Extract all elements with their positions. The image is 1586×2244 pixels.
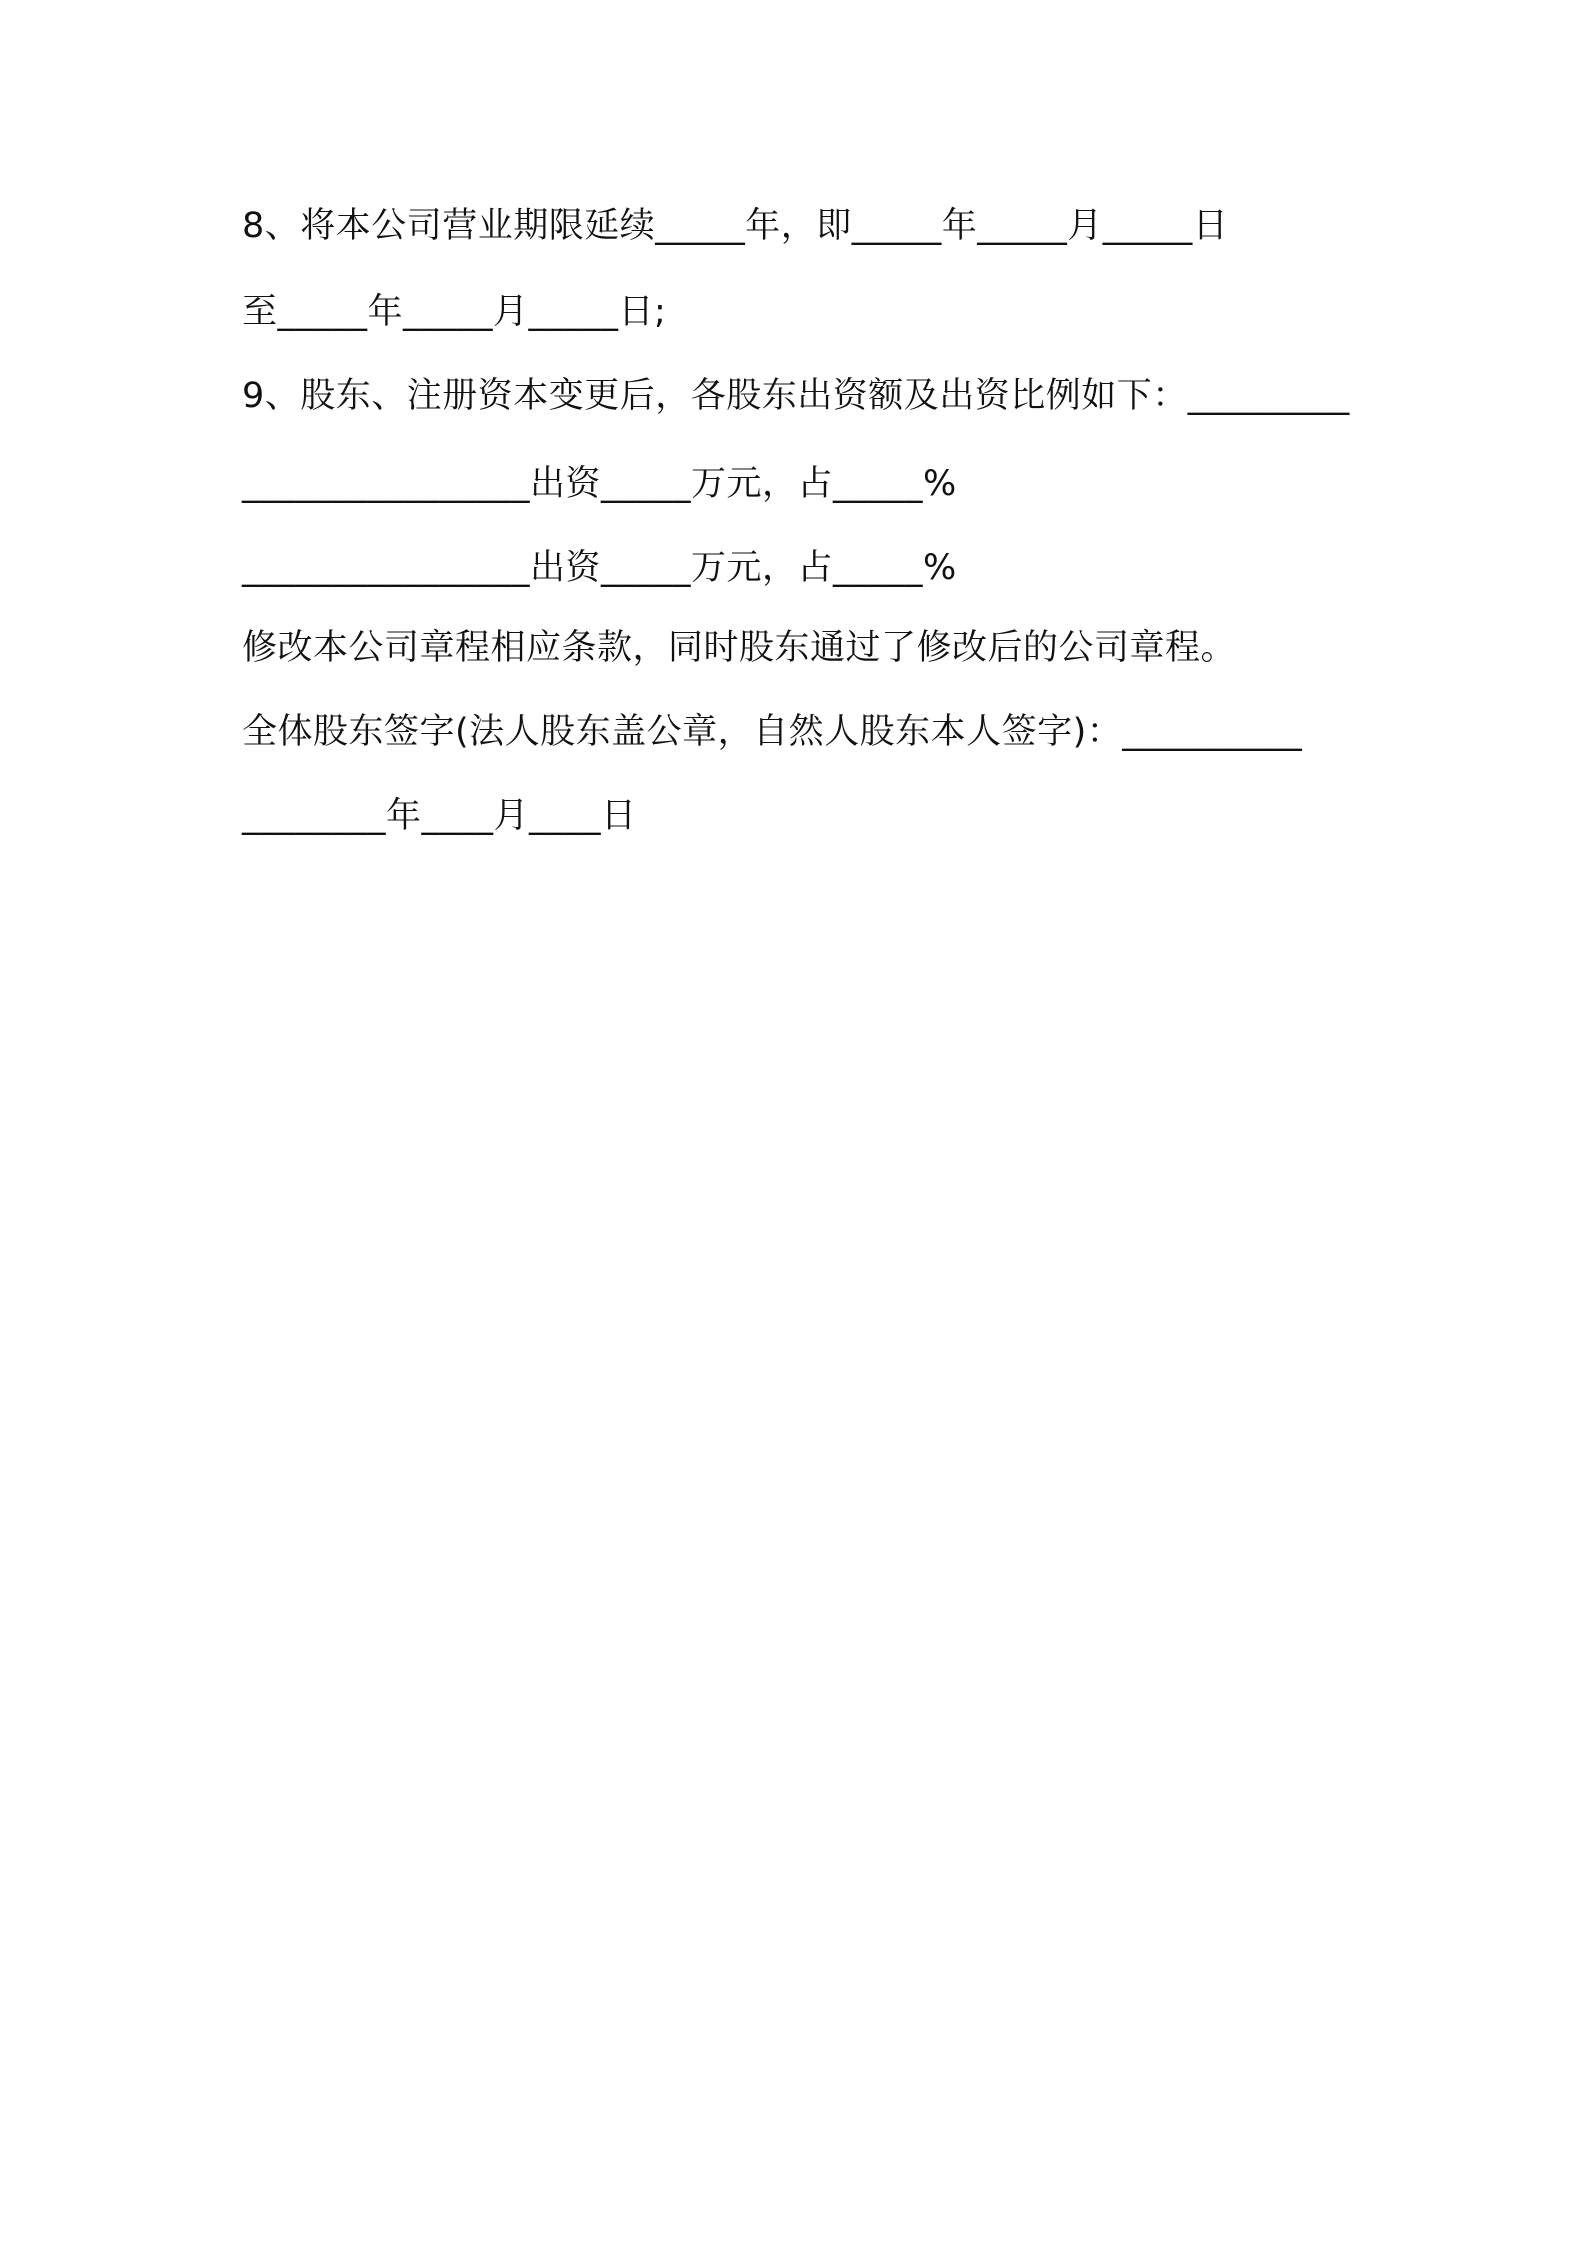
clause-9-capital-change-line: 9、股东、注册资本变更后，各股东出资额及出资比例如下：_________ bbox=[242, 376, 1350, 416]
articles-amendment-statement: 修改本公司章程相应条款，同时股东通过了修改后的公司章程。 bbox=[242, 628, 1237, 668]
clause-8-end-date-line: 至_____年_____月_____日; bbox=[242, 292, 667, 332]
shareholder-signature-line: 全体股东签字(法人股东盖公章，自然人股东本人签字)：__________ bbox=[242, 712, 1303, 752]
shareholder-contribution-line: ________________出资_____万元，占_____% bbox=[242, 548, 957, 588]
clause-8-business-term-line: 8、将本公司营业期限延续_____年，即_____年_____月_____日 bbox=[242, 206, 1229, 246]
signature-date-line: ________年____月____日 bbox=[242, 796, 637, 836]
shareholder-contribution-line: ________________出资_____万元，占_____% bbox=[242, 464, 957, 504]
